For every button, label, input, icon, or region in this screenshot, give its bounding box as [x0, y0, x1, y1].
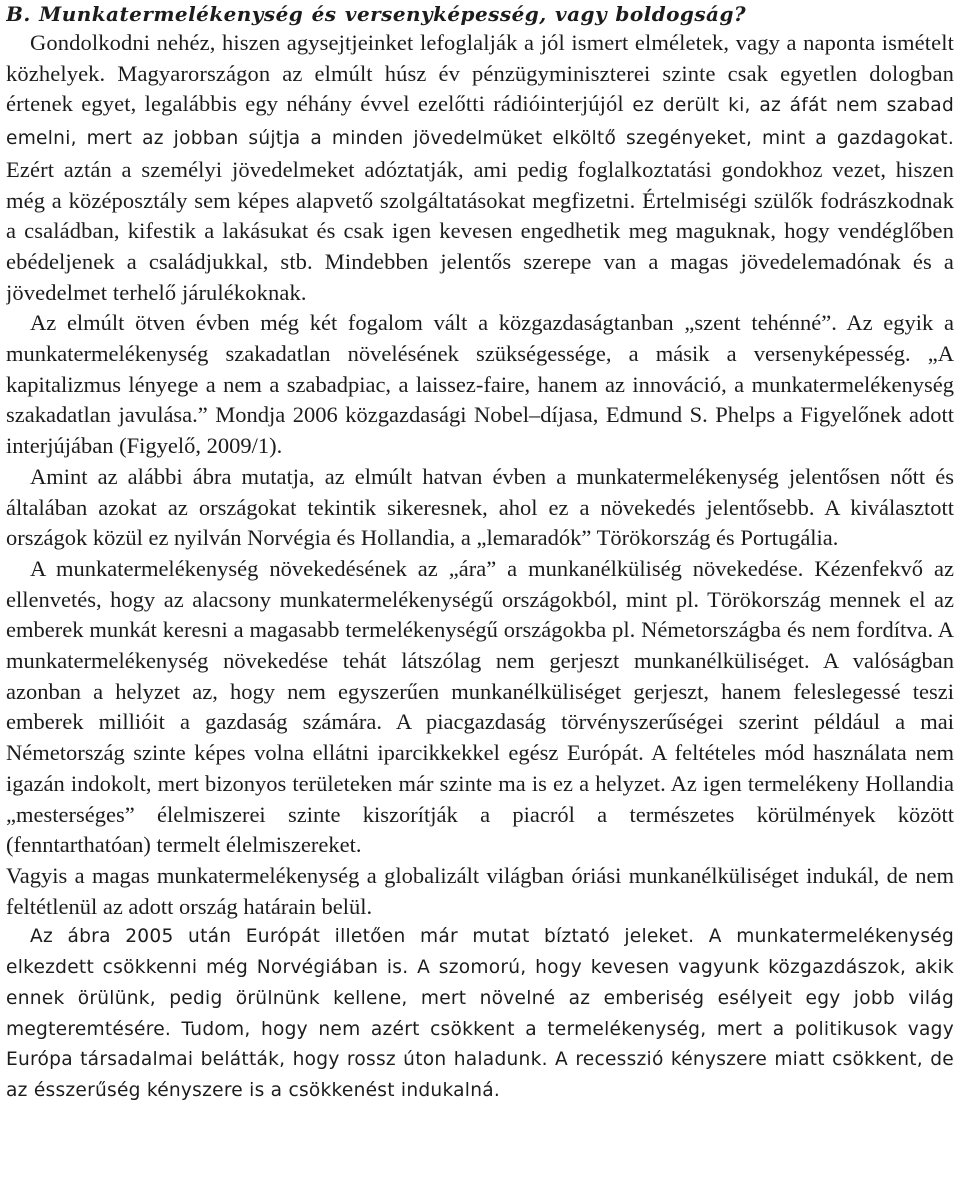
paragraph-5: Vagyis a magas munkatermelékenység a globalizált világban óriási munkanélküliséget indukál, de nem feltétlenül az adott ország határain belül. [6, 862, 954, 919]
paragraph-1-sans-part: ez derült ki, az áfát nem szabad emelni, mert az jobban sújtja a minden jövedelmüket elköltő szegényeket, mint a gazdagokat. [6, 95, 954, 150]
document-page [6, 0, 954, 1201]
paragraph-1 [6, 28, 954, 308]
body-text [6, 28, 954, 1107]
paragraph-1-serif-end: Ezért aztán a személyi jövedelmeket adóztatják, ami pedig foglalkoztatási gondokhoz vezet, hiszen még a középosztály sem képes alapvető szolgáltatásokat megfizetni. Értelmiségi szülők fodrászkodnak a családban, kifestik a lakásukat és csak igen kevesen engedhetik meg maguknak, hogy vendéglőben ebédeljenek a családjukkal, stb. Mindebben jelentős szerepe van a magas jövedelemadónak és a jövedelmet terhelő járulékoknak. [6, 156, 954, 305]
paragraph-6: Az ábra 2005 után Európát illetően már mutat bíztató jeleket. A munkatermelékenység elkezdett csökkenni még Norvégiában is. A szomorú, hogy kevesen vagyunk közgazdászok, akik ennek örülünk, pedig örülnünk kellene, mert növelné az emberiség esélyeit egy jobb világ megteremtésére. Tudom, hogy nem azért csökkent a termelékenység, mert a politikusok vagy Európa társadalmai belátták, hogy rossz úton haladunk. A recesszió kényszere miatt csökkent, de az ésszerűség kényszere is a csökkenést indukalná. [6, 926, 954, 1101]
paragraph-2: Az elmúlt ötven évben még két fogalom vált a közgazdaságtanban „szent tehénné”. Az egyik a munkatermelékenység szakadatlan növelésének szükségessége, a másik a versenyképesség. „A kapitalizmus lényege a nem a szabadpiac, a laissez-faire, hanem az innováció, a munkatermelékenység szakadatlan javulása.” Mondja 2006 közgazdasági Nobel–díjasa, Edmund S. Phelps a Figyelőnek adott interjújában (Figyelő, 2009/1). [6, 310, 954, 459]
paragraph-1-serif-start: Gondolkodni nehéz, hiszen agysejtjeinket lefoglalják a jól ismert elméletek, vagy a naponta ismételt közhelyek. Magyarországon az elmúlt húsz év pénzügyminiszterei szinte csak egyetlen dologban értenek egyet, legalábbis egy néhány évvel ezelőtti rádióinterjújól [6, 30, 954, 117]
paragraph-3: Amint az alábbi ábra mutatja, az elmúlt hatvan évben a munkatermelékenység jelentősen nőtt és általában azokat az országokat tekintik sikeresnek, ahol ez a növekedés jelentősebb. A kiválasztott országok közül ez nyilván Norvégia és Hollandia, a „lemaradók” Törökország és Portugália. [6, 463, 954, 551]
section-heading: B. Munkatermelékenység és versenyképesség, vagy boldogság? [6, 2, 747, 26]
paragraph-4: A munkatermelékenység növekedésének az „ára” a munkanélküliség növekedése. Kézenfekvő az ellenvetés, hogy az alacsony munkatermelékenységű országokból, mint pl. Törökország mennek el az emberek munkát keresni a magasabb termelékenységű országokba pl. Németországba és nem fordítva. A munkatermelékenység növekedése tehát látszólag nem gerjeszt munkanélküliséget. A valóságban azonban a helyzet az, hogy nem egyszerűen munkanélküliséget gerjeszt, hanem feleslegessé teszi emberek millióit a gazdaság számára. A piacgazdaság törvényszerűségei szerint például a mai Németország szinte képes volna ellátni iparcikkekkel egész Európát. A feltételes mód használata nem igazán indokolt, mert bizonyos területeken már szinte ma is ez a helyzet. Az igen termelékeny Hollandia „mesterséges” élelmiszerei szinte kiszorítják a piacról a természetes körülmények között (fenntarthatóan) termelt élelmiszereket. [6, 555, 954, 858]
